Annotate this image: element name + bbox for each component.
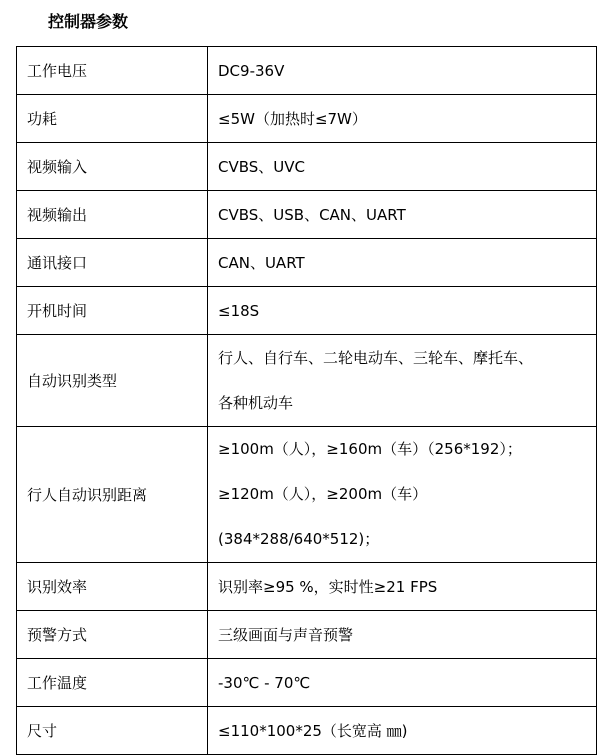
row-label: 视频输出 (17, 191, 208, 239)
row-value: ≤110*100*25（长宽高 ㎜) (208, 707, 597, 755)
row-label: 行人自动识别距离 (17, 427, 208, 563)
row-value: CVBS、UVC (208, 143, 597, 191)
row-value-line: 各种机动车 (218, 393, 294, 412)
table-row (17, 143, 597, 191)
table-row (17, 287, 597, 335)
row-value (208, 335, 597, 427)
row-value: DC9-36V (208, 47, 597, 95)
table-row (17, 239, 597, 287)
row-label: 尺寸 (17, 707, 208, 755)
table-row (17, 707, 597, 755)
table-row (17, 563, 597, 611)
row-label: 通讯接口 (17, 239, 208, 287)
row-label: 功耗 (17, 95, 208, 143)
table-row (17, 191, 597, 239)
row-label: 工作温度 (17, 659, 208, 707)
row-value-line: ≥100m（人），≥160m（车）（256*192）； (218, 440, 522, 458)
row-value (208, 427, 597, 563)
row-label: 识别效率 (17, 563, 208, 611)
page-title: 控制器参数 (48, 12, 129, 31)
row-value: CVBS、USB、CAN、UART (208, 191, 597, 239)
row-value: 三级画面与声音预警 (208, 611, 597, 659)
row-label: 视频输入 (17, 143, 208, 191)
row-value: -30℃ - 70℃ (208, 659, 597, 707)
row-label: 预警方式 (17, 611, 208, 659)
row-value-line: ≥120m（人），≥200m（车）(384*288/640*512)； (218, 485, 428, 548)
table-row (17, 427, 597, 563)
spec-table (16, 46, 597, 755)
table-row (17, 335, 597, 427)
row-label: 开机时间 (17, 287, 208, 335)
row-label: 自动识别类型 (17, 335, 208, 427)
row-value: ≤18S (208, 287, 597, 335)
row-value-line: 行人、自行车、二轮电动车、三轮车、摩托车、 (218, 348, 534, 367)
row-label: 工作电压 (17, 47, 208, 95)
table-row (17, 611, 597, 659)
table-row (17, 47, 597, 95)
row-value: ≤5W（加热时≤7W） (208, 95, 597, 143)
row-value: CAN、UART (208, 239, 597, 287)
table-row (17, 95, 597, 143)
row-value: 识别率≥95 %，实时性≥21 FPS (208, 563, 597, 611)
table-row (17, 659, 597, 707)
